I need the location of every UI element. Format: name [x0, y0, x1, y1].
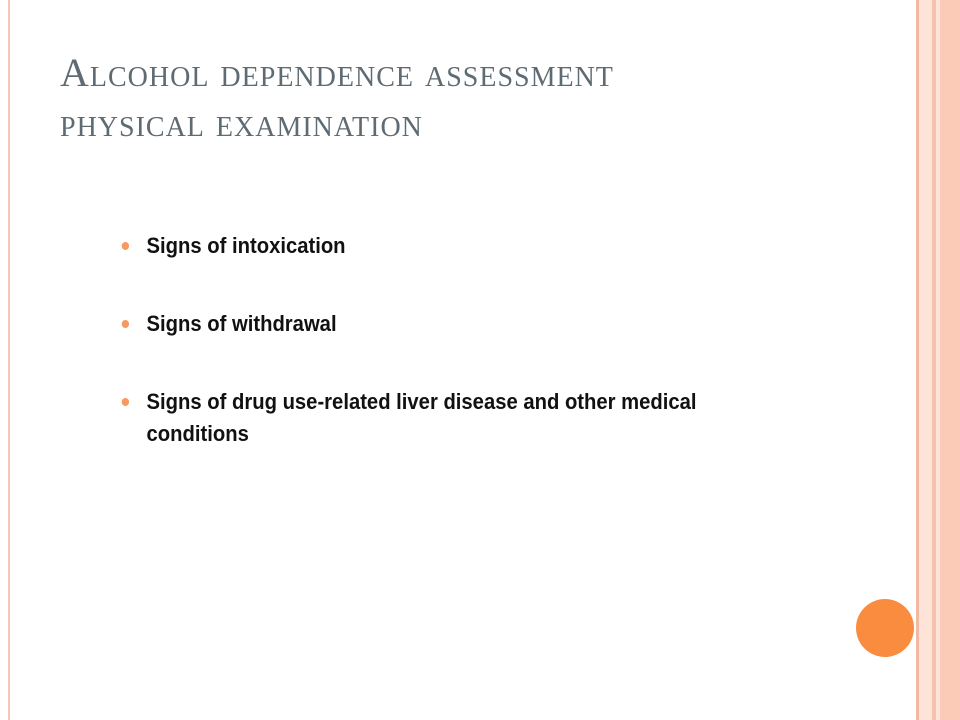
right-decorative-stripes: [916, 0, 960, 720]
bullet-text: Signs of intoxication: [146, 233, 346, 258]
bullet-item: [118, 230, 762, 262]
bullet-list: [118, 230, 818, 496]
bullet-dot-icon: [122, 320, 129, 328]
stripe: [919, 0, 932, 720]
bullet-item: [118, 386, 762, 450]
left-border-line: [8, 0, 10, 720]
slide-title-line-2: physical examination: [60, 100, 423, 145]
bullet-text: Signs of drug use-related liver disease and other medical conditions: [146, 389, 697, 446]
bullet-dot-icon: [122, 242, 129, 250]
slide-title-line-1: Alcohol dependence assessment: [60, 50, 614, 95]
slide-title: [60, 48, 900, 148]
bullet-item: [118, 308, 762, 340]
stripe: [940, 0, 960, 720]
orange-circle-decoration: [856, 599, 914, 657]
bullet-text: Signs of withdrawal: [146, 311, 337, 336]
bullet-dot-icon: [122, 398, 129, 406]
